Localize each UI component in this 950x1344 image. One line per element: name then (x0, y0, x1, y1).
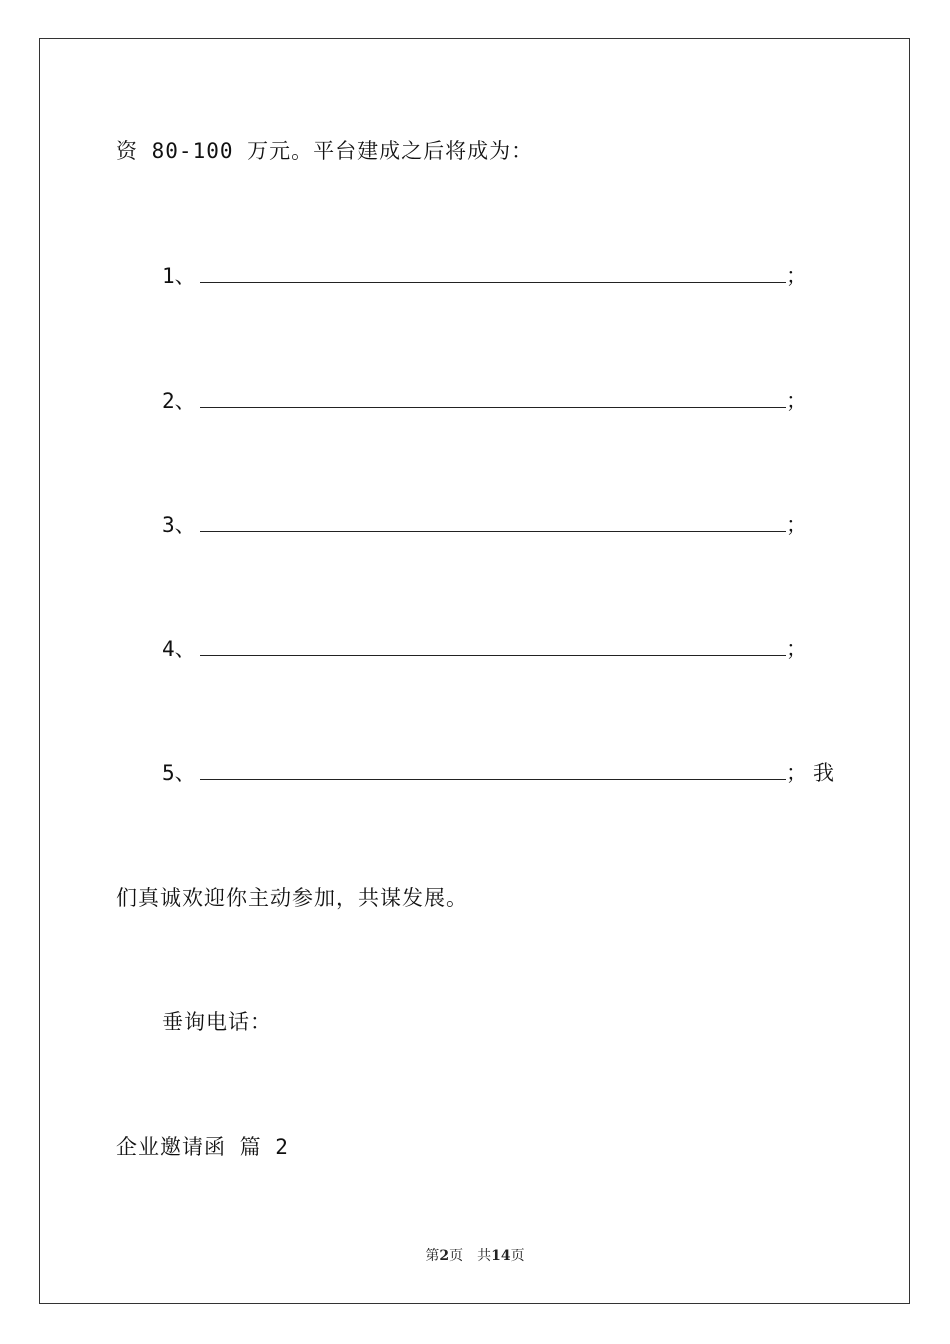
list-item (162, 511, 842, 541)
welcome-paragraph: 们真诚欢迎你主动参加，共谋发展。 (116, 886, 468, 910)
item-number: 2、 (162, 389, 196, 413)
page-frame (39, 38, 910, 1304)
item-number: 3、 (162, 513, 196, 537)
list-item (162, 635, 842, 665)
page-footer (0, 1247, 950, 1265)
contact-label: 垂询电话： (162, 1010, 272, 1034)
fill-in-blank-line (200, 779, 786, 780)
fill-in-blank-line (200, 282, 786, 283)
item-end-punctuation: ； (786, 761, 807, 785)
list-item (162, 262, 842, 292)
list-item (162, 759, 842, 789)
item-end-punctuation: ； (786, 264, 807, 288)
footer-total-suffix: 页 (510, 1248, 525, 1264)
item-end-punctuation: ； (786, 389, 807, 413)
item-tail-text: 我 (813, 761, 834, 785)
intro-paragraph: 资 80-100 万元。平台建成之后将成为： (116, 139, 534, 163)
item-number: 1、 (162, 264, 196, 288)
section-heading: 企业邀请函 篇 2 (116, 1135, 289, 1159)
footer-page-total: 14 (491, 1248, 511, 1264)
footer-page-prefix: 第 (425, 1248, 440, 1264)
item-end-punctuation: ； (786, 513, 807, 537)
fill-in-blank-line (200, 531, 786, 532)
item-number: 5、 (162, 761, 196, 785)
item-end-punctuation: ； (786, 637, 807, 661)
footer-page-current: 2 (439, 1248, 450, 1264)
footer-page-suffix: 页 (449, 1248, 464, 1264)
item-number: 4、 (162, 637, 196, 661)
footer-total-prefix: 共 (477, 1248, 492, 1264)
fill-in-blank-line (200, 655, 786, 656)
list-item (162, 387, 842, 417)
fill-in-blank-line (200, 407, 786, 408)
